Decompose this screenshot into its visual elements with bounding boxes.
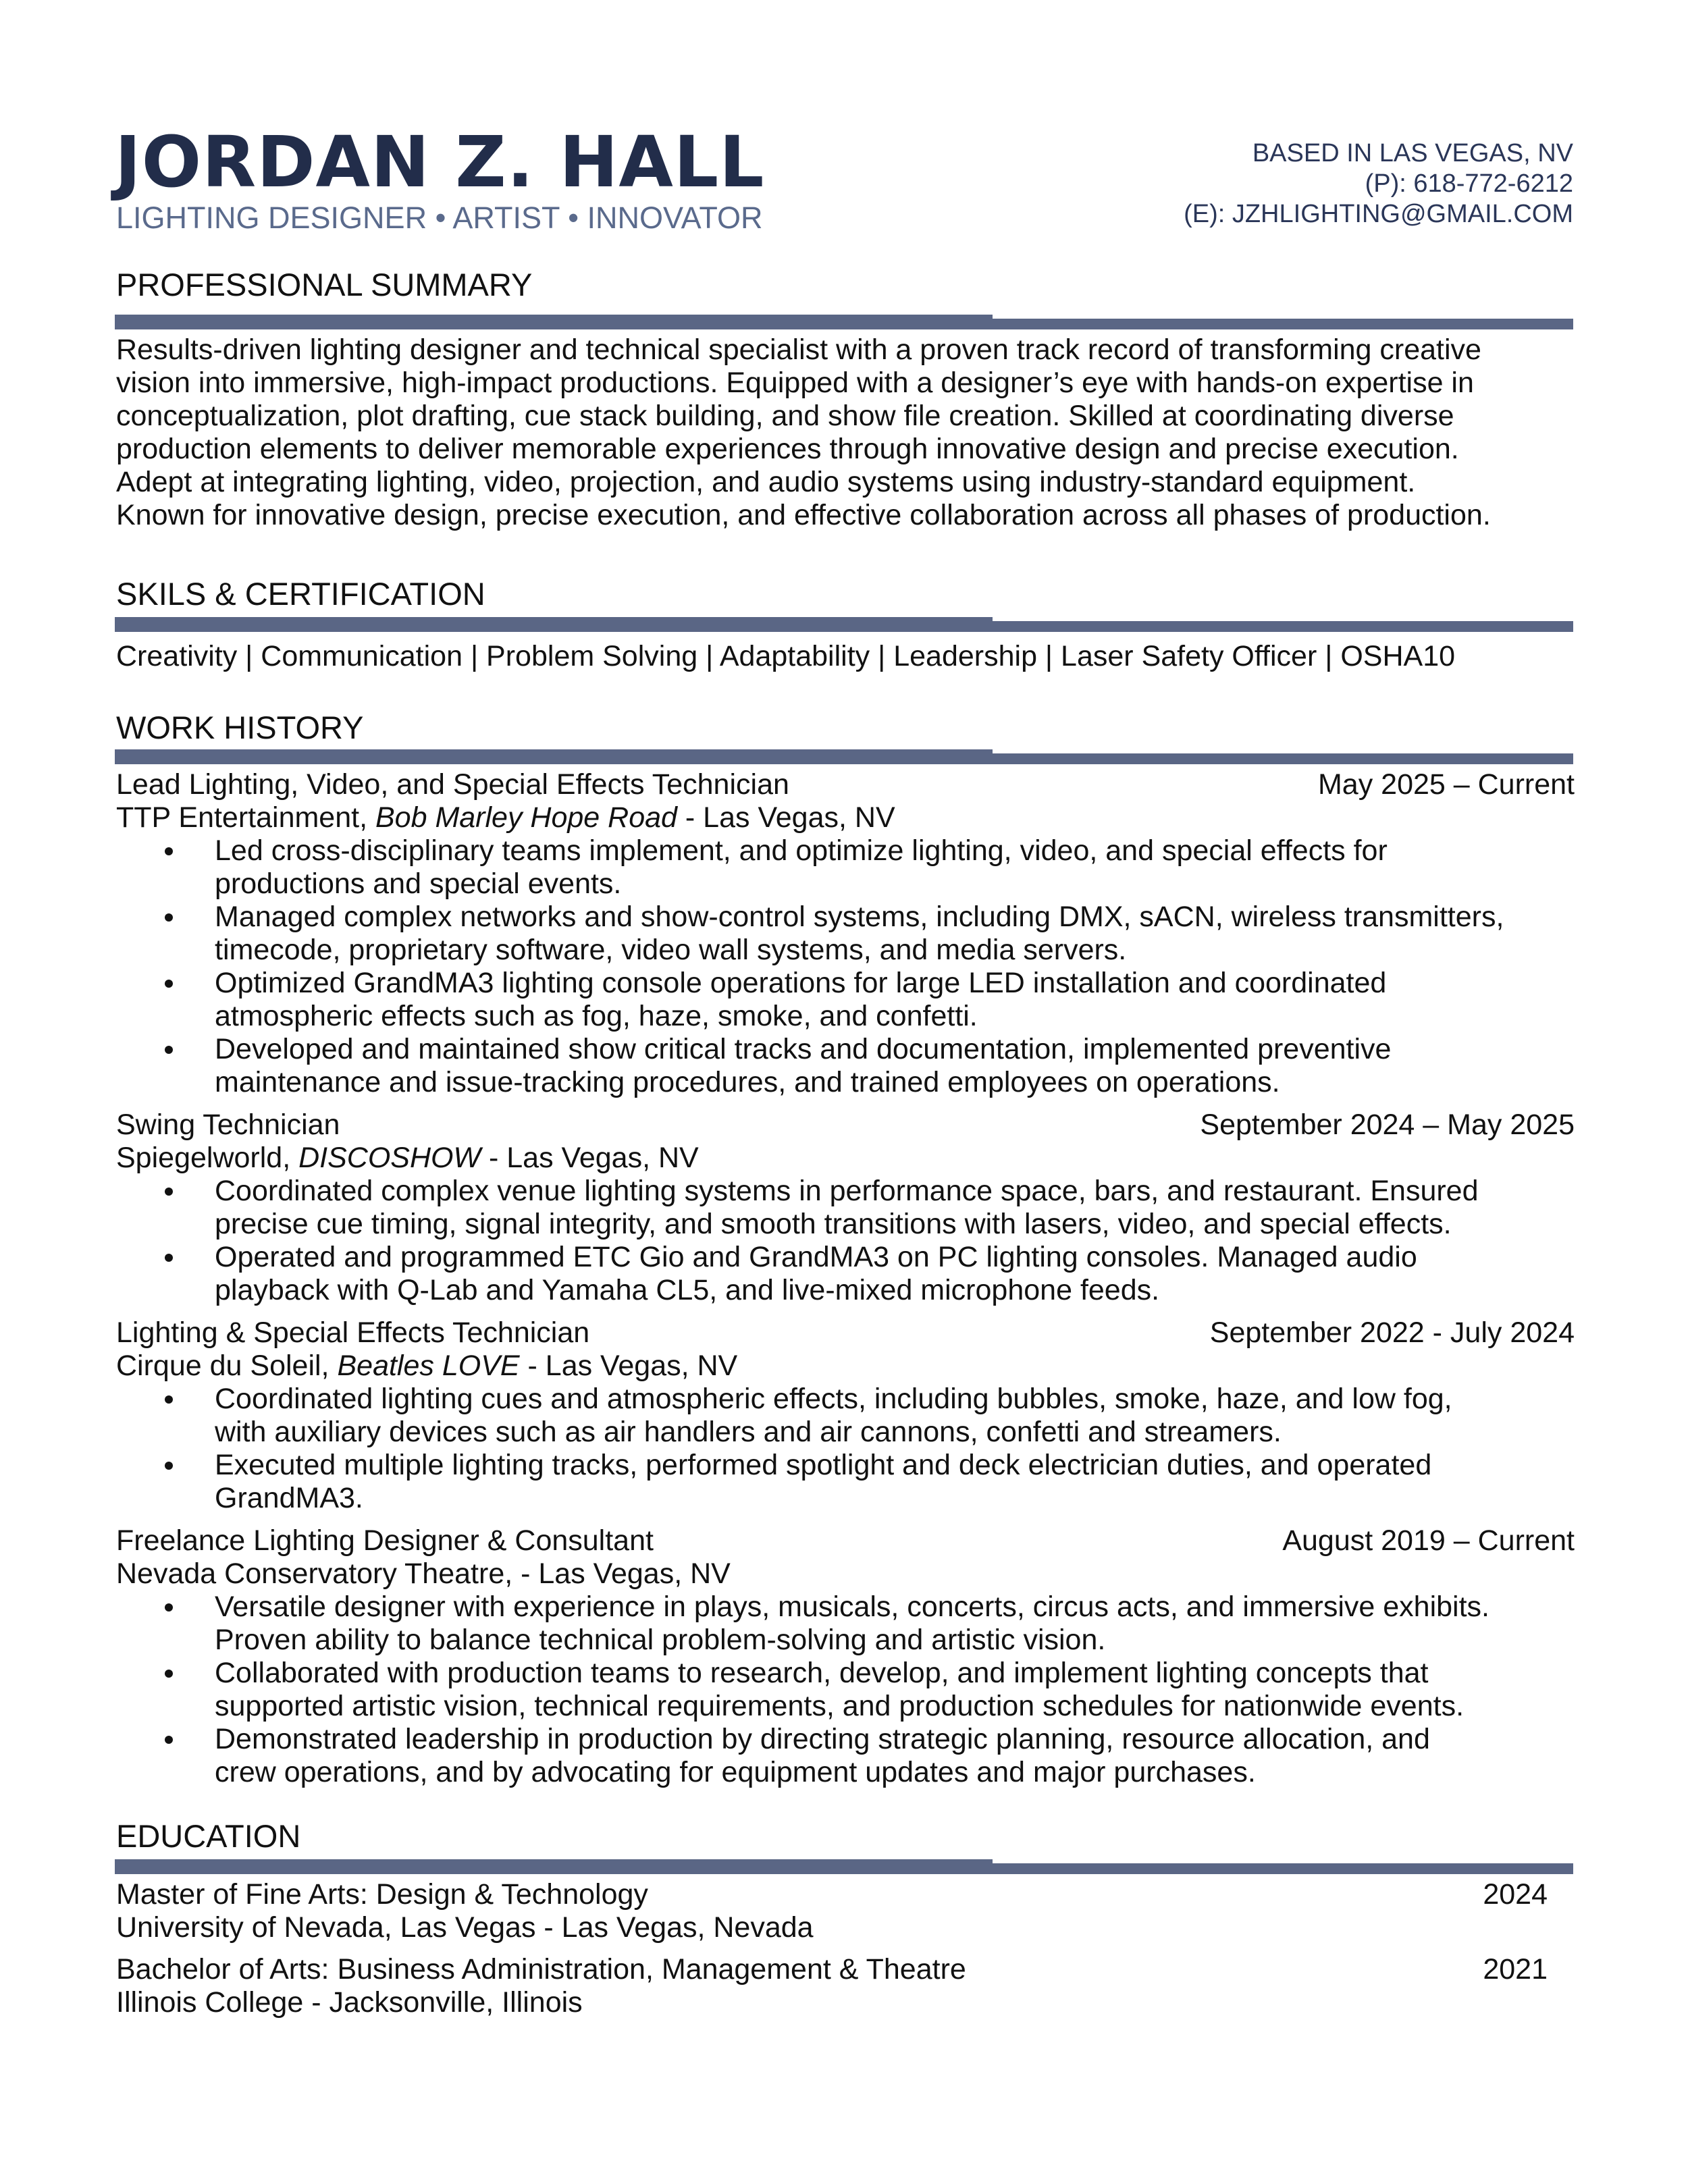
job-title: Lead Lighting, Video, and Special Effects Technician (116, 768, 789, 801)
skills-list: Creativity | Communication | Problem Solving | Adaptability | Leadership | Laser Safety Officer | OSHA10 (116, 640, 1456, 672)
education-entry (116, 1878, 1548, 1944)
contact-email: (E): JZHLIGHTING@GMAIL.COM (1184, 200, 1573, 228)
bullet-icon (165, 1188, 173, 1196)
list-item: Operated and programmed ETC Gio and GrandMA3 on PC lighting consoles. Managed audio playback with Q-Lab and Yamaha CL5, and live-mixed microphone feeds. (116, 1241, 1575, 1307)
list-item: Versatile designer with experience in plays, musicals, concerts, circus acts, and immersive exhibits. Proven ability to balance technical problem-solving and artistic vision. (116, 1591, 1575, 1657)
list-item: Coordinated lighting cues and atmospheric effects, including bubbles, smoke, haze, and low fog, with auxiliary devices such as air handlers and air cannons, confetti and streamers. (116, 1383, 1575, 1449)
bullet-icon (165, 980, 173, 988)
job-title: Lighting & Special Effects Technician (116, 1316, 590, 1349)
summary-text (116, 334, 1581, 532)
job-entry (116, 768, 1575, 1099)
summary-line: vision into immersive, high-impact productions. Equipped with a designer’s eye with hands-on expertise in (116, 367, 1474, 399)
bullet-icon (165, 1670, 173, 1678)
job-dates: September 2024 – May 2025 (1200, 1109, 1575, 1141)
list-item: Developed and maintained show critical tracks and documentation, implemented preventive maintenance and issue-tracking procedures, and trained employees on operations. (116, 1033, 1575, 1099)
education-entry (116, 1953, 1548, 2019)
bullet-icon (165, 1462, 173, 1470)
education-degree: Master of Fine Arts: Design & Technology (116, 1878, 648, 1911)
summary-line: conceptualization, plot drafting, cue stack building, and show file creation. Skilled at coordinating diverse (116, 400, 1454, 432)
section-divider (115, 621, 1573, 632)
section-title-skills: SKILS & CERTIFICATION (116, 576, 485, 612)
education-degree: Bachelor of Arts: Business Administration, Management & Theatre (116, 1953, 966, 1986)
section-divider (115, 1863, 1573, 1874)
job-organization: Cirque du Soleil, Beatles LOVE - Las Vegas, NV (116, 1350, 738, 1382)
bullet-icon (165, 1254, 173, 1262)
candidate-tagline: LIGHTING DESIGNER • ARTIST • INNOVATOR (116, 201, 763, 235)
job-dates: May 2025 – Current (1317, 768, 1575, 801)
list-item: Led cross-disciplinary teams implement, and optimize lighting, video, and special effects for productions and special events. (116, 834, 1575, 901)
contact-block (1184, 138, 1573, 230)
section-divider (115, 753, 1573, 764)
contact-location: BASED IN LAS VEGAS, NV (1252, 139, 1573, 167)
job-dates: August 2019 – Current (1282, 1524, 1575, 1557)
list-item: Collaborated with production teams to research, develop, and implement lighting concepts that supported artistic vision, technical requirements, and production schedules for nationwide events. (116, 1657, 1575, 1723)
list-item: Managed complex networks and show-control systems, including DMX, sACN, wireless transmitters, timecode, proprietary software, video wall systems, and media servers. (116, 901, 1575, 967)
job-entry (116, 1109, 1575, 1307)
list-item: Coordinated complex venue lighting systems in performance space, bars, and restaurant. Ensured precise cue timing, signal integrity, and smooth transitions with lasers, video, and special effects. (116, 1175, 1575, 1241)
contact-phone: (P): 618-772-6212 (1365, 169, 1573, 198)
bullet-icon (165, 913, 173, 922)
section-divider (115, 319, 1573, 329)
list-item: Optimized GrandMA3 lighting console operations for large LED installation and coordinated atmospheric effects such as fog, haze, smoke, and confetti. (116, 967, 1575, 1033)
section-title-education: EDUCATION (116, 1818, 301, 1854)
section-title-work: WORK HISTORY (116, 710, 364, 745)
job-organization: Nevada Conservatory Theatre, - Las Vegas, NV (116, 1557, 731, 1590)
job-title: Swing Technician (116, 1109, 340, 1141)
summary-line: Results-driven lighting designer and technical specialist with a proven track record of transforming creative (116, 334, 1481, 366)
bullet-icon (165, 1046, 173, 1054)
candidate-name: JORDAN Z. HALL (115, 121, 765, 203)
list-item: Executed multiple lighting tracks, performed spotlight and deck electrician duties, and operated GrandMA3. (116, 1449, 1575, 1515)
list-item: Demonstrated leadership in production by directing strategic planning, resource allocation, and crew operations, and by advocating for equipment updates and major purchases. (116, 1723, 1575, 1789)
education-year: 2024 (1483, 1878, 1548, 1911)
job-organization: TTP Entertainment, Bob Marley Hope Road - Las Vegas, NV (116, 801, 895, 834)
bullet-icon (165, 1736, 173, 1744)
education-school: University of Nevada, Las Vegas - Las Vegas, Nevada (116, 1911, 814, 1944)
bullet-icon (165, 1395, 173, 1404)
job-title: Freelance Lighting Designer & Consultant (116, 1524, 654, 1557)
job-organization: Spiegelworld, DISCOSHOW - Las Vegas, NV (116, 1142, 699, 1174)
section-title-summary: PROFESSIONAL SUMMARY (116, 267, 533, 302)
education-school: Illinois College - Jacksonville, Illinois (116, 1986, 583, 2019)
job-entry (116, 1524, 1575, 1789)
education-year: 2021 (1483, 1953, 1548, 1986)
summary-line: Known for innovative design, precise execution, and effective collaboration across all phases of production. (116, 499, 1491, 531)
summary-line: Adept at integrating lighting, video, projection, and audio systems using industry-standard equipment. (116, 466, 1416, 498)
bullet-icon (165, 1603, 173, 1612)
job-dates: September 2022 - July 2024 (1209, 1316, 1575, 1349)
summary-line: production elements to deliver memorable experiences through innovative design and precise execution. (116, 433, 1459, 465)
bullet-icon (165, 847, 173, 855)
job-entry (116, 1316, 1575, 1515)
